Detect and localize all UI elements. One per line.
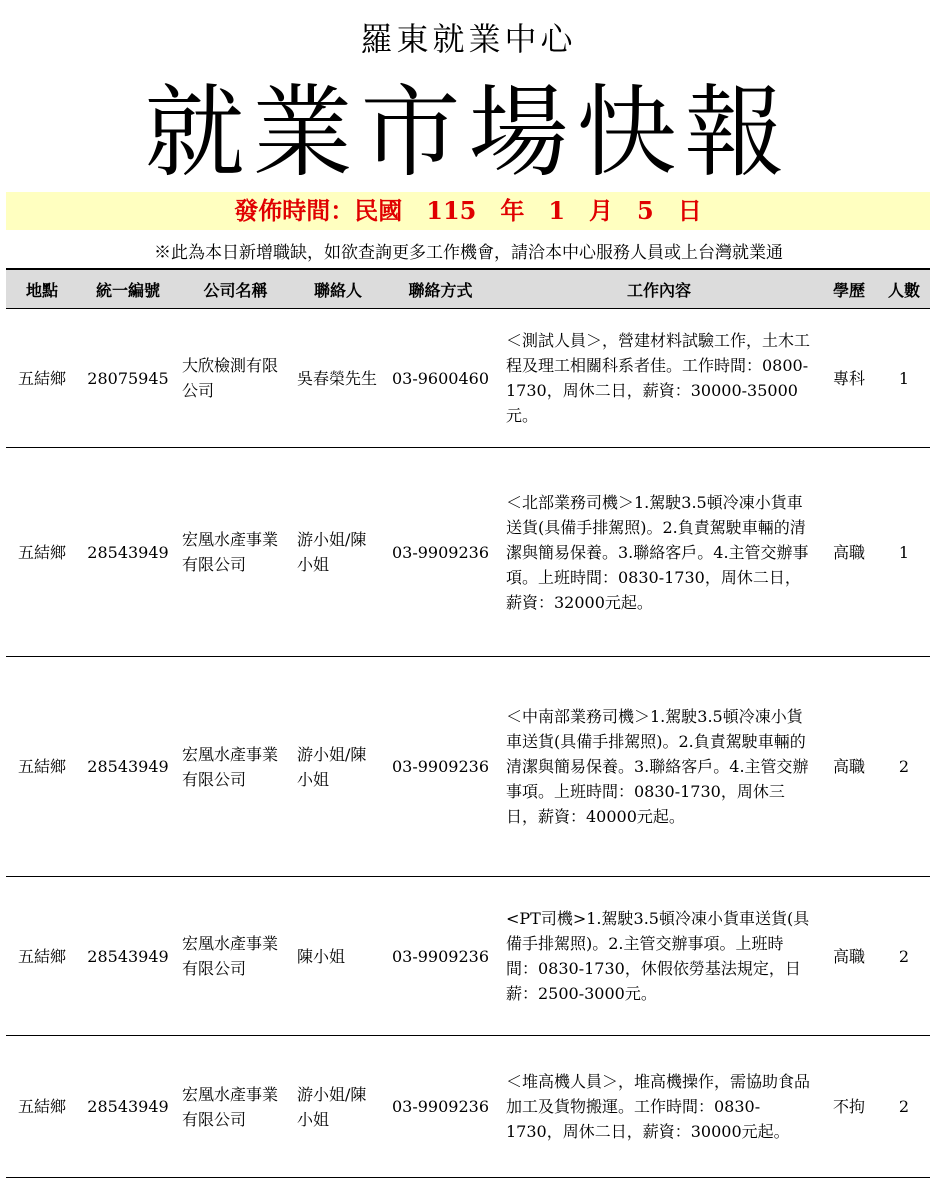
table-row xyxy=(6,448,930,657)
column-header-phone: 聯絡方式 xyxy=(383,269,498,309)
cell-contact: 游小姐/陳小姐 xyxy=(293,1036,383,1178)
table-row xyxy=(6,1036,930,1178)
cell-contact: 游小姐/陳小姐 xyxy=(293,448,383,657)
cell-company: 大欣檢測有限公司 xyxy=(178,309,293,448)
cell-location: 五結鄉 xyxy=(6,309,78,448)
cell-phone: 03-9909236 xyxy=(383,877,498,1036)
column-header-content: 工作內容 xyxy=(498,269,820,309)
cell-company: 宏凰水產事業有限公司 xyxy=(178,448,293,657)
cell-education: 專科 xyxy=(820,309,878,448)
cell-phone: 03-9909236 xyxy=(383,657,498,877)
cell-contact: 游小姐/陳小姐 xyxy=(293,657,383,877)
table-row xyxy=(6,309,930,448)
cell-phone: 03-9909236 xyxy=(383,1036,498,1178)
cell-phone: 03-9600460 xyxy=(383,309,498,448)
column-header-education: 學歷 xyxy=(820,269,878,309)
cell-company: 宏凰水產事業有限公司 xyxy=(178,657,293,877)
cell-location: 五結鄉 xyxy=(6,657,78,877)
cell-tax-id: 28075945 xyxy=(78,309,178,448)
cell-phone: 03-9909236 xyxy=(383,448,498,657)
cell-job-content: ＜堆高機人員＞，堆高機操作，需協助食品加工及貨物搬運。工作時間：0830-1730，周休二日，薪資：30000元起。 xyxy=(498,1036,820,1178)
cell-tax-id: 28543949 xyxy=(78,657,178,877)
release-date-banner: 發佈時間：民國 115 年 1 月 5 日 xyxy=(6,192,930,230)
cell-job-content: <PT司機>1.駕駛3.5頓冷凍小貨車送貨(具備手排駕照)。2.主管交辦事項。上班時間：0830-1730，休假依勞基法規定，日薪：2500-3000元。 xyxy=(498,877,820,1036)
cell-education: 不拘 xyxy=(820,1036,878,1178)
cell-tax-id: 28543949 xyxy=(78,1036,178,1178)
cell-count: 2 xyxy=(878,657,930,877)
cell-tax-id: 28543949 xyxy=(78,448,178,657)
column-header-tax-id: 統一編號 xyxy=(78,269,178,309)
column-header-count: 人數 xyxy=(878,269,930,309)
cell-contact: 陳小姐 xyxy=(293,877,383,1036)
cell-job-content: ＜測試人員＞，營建材料試驗工作，土木工程及理工相關科系者佳。工作時間：0800-1730，周休二日，薪資：30000-35000元。 xyxy=(498,309,820,448)
column-header-contact: 聯絡人 xyxy=(293,269,383,309)
column-header-location: 地點 xyxy=(6,269,78,309)
table-row xyxy=(6,877,930,1036)
column-header-company: 公司名稱 xyxy=(178,269,293,309)
cell-location: 五結鄉 xyxy=(6,448,78,657)
cell-job-content: ＜中南部業務司機＞1.駕駛3.5頓冷凍小貨車送貨(具備手排駕照)。2.負責駕駛車輛的清潔與簡易保養。3.聯絡客戶。4.主管交辦事項。上班時間：0830-1730，周休三日，薪資：40000元起。 xyxy=(498,657,820,877)
job-table-container xyxy=(6,268,930,1178)
cell-education: 高職 xyxy=(820,657,878,877)
cell-company: 宏凰水產事業有限公司 xyxy=(178,1036,293,1178)
cell-contact: 吳春榮先生 xyxy=(293,309,383,448)
job-table xyxy=(6,268,930,1178)
cell-education: 高職 xyxy=(820,448,878,657)
cell-count: 2 xyxy=(878,1036,930,1178)
cell-company: 宏凰水產事業有限公司 xyxy=(178,877,293,1036)
cell-location: 五結鄉 xyxy=(6,1036,78,1178)
org-name: 羅東就業中心 xyxy=(360,20,577,58)
page-title: 就業市場快報 xyxy=(144,74,793,191)
cell-location: 五結鄉 xyxy=(6,877,78,1036)
cell-education: 高職 xyxy=(820,877,878,1036)
cell-count: 1 xyxy=(878,448,930,657)
cell-count: 2 xyxy=(878,877,930,1036)
table-row xyxy=(6,657,930,877)
cell-count: 1 xyxy=(878,309,930,448)
notice-text: ※此為本日新增職缺，如欲查詢更多工作機會，請洽本中心服務人員或上台灣就業通 xyxy=(154,243,783,263)
cell-tax-id: 28543949 xyxy=(78,877,178,1036)
table-header-row xyxy=(6,269,930,309)
cell-job-content: ＜北部業務司機＞1.駕駛3.5頓冷凍小貨車送貨(具備手排駕照)。2.負責駕駛車輛的清潔與簡易保養。3.聯絡客戶。4.主管交辦事項。上班時間：0830-1730，周休二日，薪資：32000元起。 xyxy=(498,448,820,657)
